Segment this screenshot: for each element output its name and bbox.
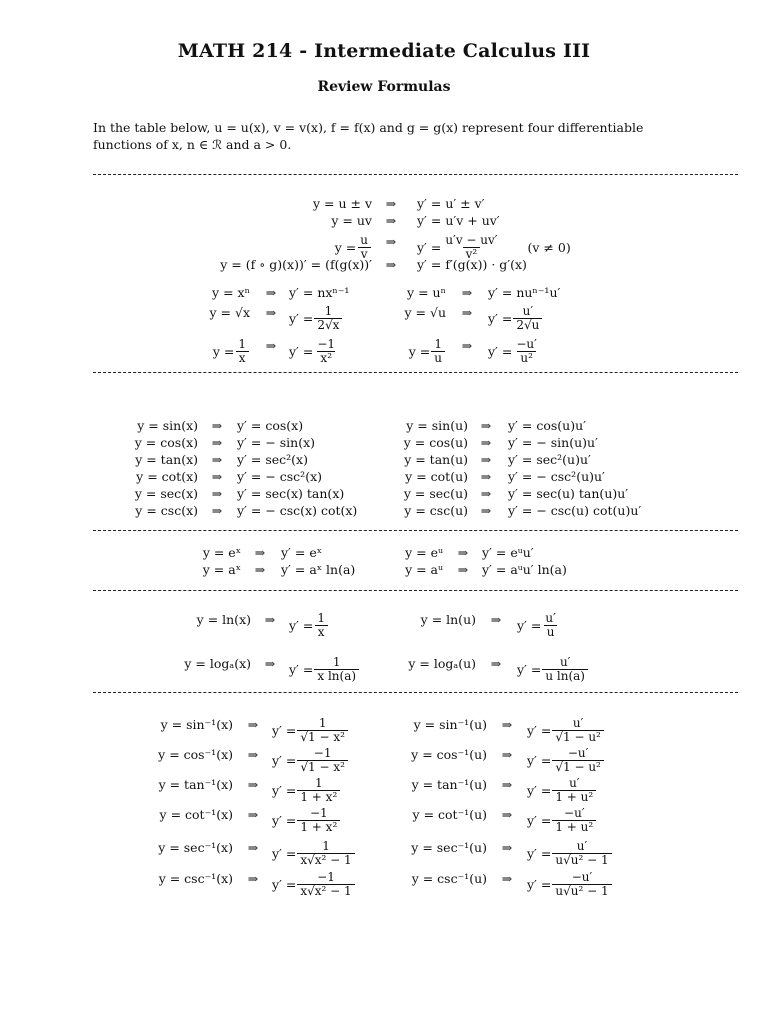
lhs-text: y = sin⁻¹(x) xyxy=(160,717,233,732)
rhs-text: y′ = − sin(x) xyxy=(237,435,316,450)
rhs-text: y′ = sec²(u)u′ xyxy=(508,452,591,467)
formula-row xyxy=(0,503,768,520)
implies-arrow: ⇒ xyxy=(457,545,469,560)
fraction-denominator: u√u² − 1 xyxy=(552,853,611,867)
formula-row xyxy=(0,285,768,302)
lhs-text: y = (f ∘ g)(x))′ = (f(g(x))′ xyxy=(220,257,372,272)
lhs-text: y = logₐ(u) xyxy=(408,656,476,671)
implies-arrow: ⇒ xyxy=(480,503,492,518)
lhs-text: y = sec(u) xyxy=(403,486,468,501)
formula-rhs xyxy=(482,545,534,560)
formula-rhs xyxy=(482,562,567,577)
formula-lhs xyxy=(411,840,487,855)
rhs-prefix: y′ = xyxy=(289,311,314,326)
implies-arrow: ⇒ xyxy=(385,257,397,272)
formula-rhs xyxy=(488,338,541,365)
formula-lhs xyxy=(408,656,476,671)
formula-lhs xyxy=(412,777,487,792)
fraction-numerator: 1 xyxy=(314,776,323,790)
formula-row xyxy=(0,562,768,579)
lhs-text: y = aˣ xyxy=(202,562,241,577)
fraction-denominator: √1 − x² xyxy=(297,760,348,774)
fraction-numerator: u′ xyxy=(576,839,588,853)
lhs-text: y = csc(u) xyxy=(404,503,468,518)
implies-arrow: ⇒ xyxy=(461,305,473,320)
fraction xyxy=(542,656,588,683)
rhs-prefix: y′ = xyxy=(488,344,513,359)
lhs-text: y = logₐ(x) xyxy=(184,656,251,671)
fraction-denominator: x√x² − 1 xyxy=(297,884,354,898)
fraction-numerator: −1 xyxy=(313,746,332,760)
fraction xyxy=(552,717,604,744)
formula-lhs xyxy=(414,717,487,732)
fraction-numerator: u′ xyxy=(545,611,556,625)
implies-arrow: ⇒ xyxy=(385,196,397,211)
rhs-prefix: y′ = xyxy=(272,877,297,892)
fraction-denominator: 2√u xyxy=(513,318,542,332)
fraction-numerator: −1 xyxy=(309,806,328,820)
implies-arrow: ⇒ xyxy=(501,747,513,762)
formula-lhs xyxy=(404,503,468,518)
lhs-text: y = ln(x) xyxy=(196,612,251,627)
fraction-denominator: x ln(a) xyxy=(314,669,359,683)
fraction-numerator: −1 xyxy=(317,337,336,351)
section-divider xyxy=(93,692,738,693)
lhs-text: y = csc⁻¹(u) xyxy=(411,871,487,886)
implies-arrow: ⇒ xyxy=(385,234,397,249)
fraction-denominator: u xyxy=(544,625,558,639)
lhs-text: y = √u xyxy=(404,305,446,320)
fraction-numerator: u′ xyxy=(569,776,580,790)
fraction-numerator: −1 xyxy=(317,870,335,884)
rhs-text: y′ = eᵘu′ xyxy=(482,545,534,560)
formula-row xyxy=(0,486,768,503)
lhs-text: y = sec⁻¹(x) xyxy=(158,840,233,855)
formula-rhs xyxy=(508,435,598,450)
fraction-numerator: −u′ xyxy=(567,746,589,760)
rhs-text: y′ = − csc(u) cot(u)u′ xyxy=(508,503,642,518)
rhs-text: y′ = − csc²(x) xyxy=(237,469,322,484)
formula-row xyxy=(0,611,768,639)
fraction-numerator: u xyxy=(360,233,368,247)
section-divider xyxy=(93,590,738,591)
lhs-text: y = ln(u) xyxy=(420,612,476,627)
formula-rhs xyxy=(508,503,641,518)
formula-lhs xyxy=(404,435,468,450)
formula-lhs xyxy=(409,338,446,365)
implies-arrow: ⇒ xyxy=(265,305,277,320)
fraction-denominator: v² xyxy=(463,247,481,261)
fraction-denominator: 1 + x² xyxy=(297,820,340,834)
lhs-text: y = tan(u) xyxy=(404,452,468,467)
formula-row xyxy=(0,233,768,261)
formula-rhs xyxy=(417,257,527,272)
section-divider xyxy=(93,372,738,373)
page-title: MATH 214 - Intermediate Calculus III xyxy=(177,40,591,62)
lhs-prefix: y = xyxy=(212,344,235,359)
formula-lhs xyxy=(404,452,468,467)
formula-lhs xyxy=(411,747,487,762)
formula-lhs xyxy=(220,257,372,272)
fraction xyxy=(552,871,611,898)
lhs-text: y = eˣ xyxy=(202,545,241,560)
section-divider xyxy=(93,174,738,175)
formula-row xyxy=(0,545,768,562)
lhs-text: y = cot(u) xyxy=(405,469,468,484)
implies-arrow: ⇒ xyxy=(264,612,276,627)
formula-lhs xyxy=(331,213,372,228)
lhs-text: y = sin⁻¹(u) xyxy=(413,717,487,732)
fraction-denominator: √1 − x² xyxy=(297,730,348,744)
fraction-numerator: u′v − uv′ xyxy=(445,233,498,247)
rhs-prefix: y′ = xyxy=(527,783,552,798)
rhs-text: y′ = − csc(x) cot(x) xyxy=(237,503,358,518)
fraction-denominator: 1 + u² xyxy=(552,790,596,804)
implies-arrow: ⇒ xyxy=(211,469,223,484)
fraction-denominator: √1 − u² xyxy=(552,730,604,744)
formula-lhs xyxy=(404,486,468,501)
implies-arrow: ⇒ xyxy=(211,486,223,501)
rhs-prefix: y′ = xyxy=(289,662,314,677)
rhs-text: y′ = f′(g(x)) · g′(x) xyxy=(417,257,527,272)
implies-arrow: ⇒ xyxy=(501,871,513,886)
lhs-text: y = uⁿ xyxy=(407,285,446,300)
rhs-prefix: y′ = xyxy=(417,240,442,255)
lhs-text: y = tan⁻¹(u) xyxy=(411,777,487,792)
lhs-text: y = tan⁻¹(x) xyxy=(158,777,233,792)
formula-rhs xyxy=(488,285,560,300)
implies-arrow: ⇒ xyxy=(211,418,223,433)
fraction xyxy=(552,840,611,867)
formula-lhs xyxy=(405,469,468,484)
lhs-text: y = sec(x) xyxy=(134,486,198,501)
rhs-prefix: y′ = xyxy=(527,723,552,738)
formula-rhs xyxy=(417,196,485,211)
rhs-prefix: y′ = xyxy=(517,618,542,633)
formula-row xyxy=(0,213,768,230)
lhs-text: y = uv xyxy=(331,213,372,228)
fraction-denominator: u ln(a) xyxy=(542,669,588,683)
implies-arrow: ⇒ xyxy=(211,452,223,467)
rhs-prefix: y′ = xyxy=(272,846,297,861)
rhs-text: y′ = − csc²(u)u′ xyxy=(508,469,605,484)
fraction xyxy=(552,807,596,834)
implies-arrow: ⇒ xyxy=(265,285,277,300)
formula-rhs xyxy=(508,486,628,501)
implies-arrow: ⇒ xyxy=(480,418,492,433)
formula-rhs xyxy=(527,807,597,834)
fraction-numerator: 1 xyxy=(322,839,330,853)
implies-arrow: ⇒ xyxy=(247,747,259,762)
implies-arrow: ⇒ xyxy=(501,840,513,855)
rhs-text: y′ = eˣ xyxy=(281,545,323,560)
formula-rhs xyxy=(508,418,586,433)
lhs-text: y = eᵘ xyxy=(405,545,443,560)
formula-rhs xyxy=(527,777,597,804)
lhs-text: y = sin(u) xyxy=(406,418,468,433)
formula-row xyxy=(0,418,768,435)
fraction-denominator: u² xyxy=(517,351,536,365)
fraction xyxy=(552,777,596,804)
condition-note: (v ≠ 0) xyxy=(527,240,571,255)
rhs-prefix: y′ = xyxy=(527,877,552,892)
fraction-numerator: u′ xyxy=(572,716,584,730)
formula-rhs xyxy=(527,747,605,774)
rhs-text: y′ = u′v + uv′ xyxy=(417,213,500,228)
implies-arrow: ⇒ xyxy=(247,871,259,886)
formula-lhs xyxy=(405,545,443,560)
rhs-prefix: y′ = xyxy=(272,753,297,768)
lhs-text: y = cot(x) xyxy=(136,469,198,484)
fraction-numerator: −u′ xyxy=(564,806,585,820)
rhs-text: y′ = cos(u)u′ xyxy=(508,418,586,433)
fraction-denominator: x xyxy=(236,351,249,365)
lhs-text: y = √x xyxy=(209,305,250,320)
rhs-text: y′ = aᵘu′ ln(a) xyxy=(482,562,567,577)
section-divider xyxy=(93,530,738,531)
implies-arrow: ⇒ xyxy=(247,777,259,792)
formula-rhs xyxy=(527,717,605,744)
lhs-prefix: y = xyxy=(334,240,357,255)
fraction-numerator: 1 xyxy=(332,655,341,669)
lhs-text: y = cos⁻¹(x) xyxy=(158,747,233,762)
lhs-text: y = u ± v xyxy=(312,196,372,211)
formula-lhs xyxy=(413,807,487,822)
rhs-text: y′ = − sin(u)u′ xyxy=(508,435,598,450)
implies-arrow: ⇒ xyxy=(461,285,473,300)
implies-arrow: ⇒ xyxy=(385,213,397,228)
rhs-text: y′ = cos(x) xyxy=(237,418,304,433)
implies-arrow: ⇒ xyxy=(211,435,223,450)
lhs-text: y = cot⁻¹(u) xyxy=(412,807,487,822)
fraction-numerator: 1 xyxy=(324,304,333,318)
rhs-text: y′ = nuⁿ⁻¹u′ xyxy=(488,285,561,300)
rhs-prefix: y′ = xyxy=(289,344,314,359)
fraction-numerator: −u′ xyxy=(571,870,593,884)
rhs-text: y′ = sec²(x) xyxy=(237,452,308,467)
implies-arrow: ⇒ xyxy=(254,562,266,577)
fraction-denominator: x² xyxy=(317,351,335,365)
page-subtitle: Review Formulas xyxy=(317,79,451,95)
implies-arrow: ⇒ xyxy=(480,452,492,467)
implies-arrow: ⇒ xyxy=(501,717,513,732)
fraction-numerator: 1 xyxy=(318,716,327,730)
lhs-text: y = tan(x) xyxy=(135,452,198,467)
rhs-prefix: y′ = xyxy=(488,311,513,326)
implies-arrow: ⇒ xyxy=(247,807,259,822)
fraction-denominator: u xyxy=(431,351,445,365)
intro-paragraph: In the table below, u = u(x), v = v(x), f = f(x) and g = g(x) represent four differentiable functions of x, n ∈ ℛ and a > 0. xyxy=(93,120,644,152)
implies-arrow: ⇒ xyxy=(264,656,276,671)
implies-arrow: ⇒ xyxy=(480,469,492,484)
formula-lhs xyxy=(406,418,468,433)
fraction-denominator: 1 + x² xyxy=(297,790,340,804)
implies-arrow: ⇒ xyxy=(254,545,266,560)
lhs-text: y = cos(u) xyxy=(403,435,468,450)
lhs-text: y = csc(x) xyxy=(135,503,198,518)
rhs-prefix: y′ = xyxy=(527,813,552,828)
rhs-text: y′ = sec(x) tan(x) xyxy=(237,486,345,501)
fraction-denominator: u√u² − 1 xyxy=(552,884,611,898)
lhs-text: y = sin(x) xyxy=(137,418,198,433)
formula-rhs xyxy=(517,612,560,639)
implies-arrow: ⇒ xyxy=(501,777,513,792)
formula-rhs xyxy=(488,305,543,332)
implies-arrow: ⇒ xyxy=(490,612,502,627)
formula-rhs xyxy=(417,213,500,228)
lhs-text: y = aᵘ xyxy=(405,562,443,577)
implies-arrow: ⇒ xyxy=(490,656,502,671)
rhs-prefix: y′ = xyxy=(272,783,297,798)
fraction xyxy=(542,612,558,639)
formula-lhs xyxy=(313,196,372,211)
fraction-numerator: 1 xyxy=(238,337,246,351)
implies-arrow: ⇒ xyxy=(211,503,223,518)
lhs-text: y = cos⁻¹(u) xyxy=(411,747,487,762)
formula-row xyxy=(0,435,768,452)
formula-lhs xyxy=(405,305,447,320)
fraction-denominator: 2√x xyxy=(314,318,342,332)
lhs-text: y = sec⁻¹(u) xyxy=(411,840,487,855)
fraction-numerator: −u′ xyxy=(516,337,537,351)
fraction-denominator: 1 + u² xyxy=(552,820,596,834)
formula-rhs xyxy=(517,656,589,683)
fraction-numerator: 1 xyxy=(434,337,442,351)
rhs-prefix: y′ = xyxy=(272,813,297,828)
formula-row xyxy=(0,257,768,274)
formula-lhs xyxy=(412,871,487,886)
fraction xyxy=(513,338,540,365)
fraction-denominator: x xyxy=(315,625,328,639)
implies-arrow: ⇒ xyxy=(461,338,473,353)
formula-row xyxy=(0,469,768,486)
fraction-numerator: 1 xyxy=(317,611,325,625)
fraction-denominator: x√x² − 1 xyxy=(297,853,354,867)
fraction xyxy=(552,747,604,774)
fraction-numerator: u′ xyxy=(559,655,571,669)
lhs-text: y = csc⁻¹(x) xyxy=(158,871,233,886)
rhs-prefix: y′ = xyxy=(527,753,552,768)
rhs-text: y′ = u′ ± v′ xyxy=(417,196,485,211)
formula-lhs xyxy=(405,562,443,577)
fraction-denominator: √1 − u² xyxy=(552,760,604,774)
lhs-text: y = cos(x) xyxy=(134,435,198,450)
formula-row xyxy=(0,196,768,213)
implies-arrow: ⇒ xyxy=(501,807,513,822)
formula-lhs xyxy=(421,612,476,627)
rhs-text: y′ = nxⁿ⁻¹ xyxy=(289,285,350,300)
formula-row xyxy=(0,452,768,469)
lhs-prefix: y = xyxy=(408,344,431,359)
fraction xyxy=(513,305,542,332)
implies-arrow: ⇒ xyxy=(265,338,277,353)
formula-rhs xyxy=(527,871,613,898)
rhs-prefix: y′ = xyxy=(289,618,314,633)
rhs-prefix: y′ = xyxy=(517,662,542,677)
implies-arrow: ⇒ xyxy=(247,717,259,732)
formula-rhs xyxy=(508,469,605,484)
implies-arrow: ⇒ xyxy=(247,840,259,855)
implies-arrow: ⇒ xyxy=(480,486,492,501)
rhs-prefix: y′ = xyxy=(527,846,552,861)
rhs-text: y′ = sec(u) tan(u)u′ xyxy=(508,486,629,501)
implies-arrow: ⇒ xyxy=(457,562,469,577)
formula-lhs xyxy=(407,285,446,300)
fraction-numerator: u′ xyxy=(522,304,534,318)
fraction xyxy=(431,338,445,365)
rhs-text: y′ = aˣ ln(a) xyxy=(281,562,356,577)
implies-arrow: ⇒ xyxy=(480,435,492,450)
formula-rhs xyxy=(508,452,591,467)
lhs-text: y = cot⁻¹(x) xyxy=(159,807,233,822)
rhs-prefix: y′ = xyxy=(272,723,297,738)
lhs-text: y = xⁿ xyxy=(212,285,250,300)
formula-rhs xyxy=(527,840,613,867)
fraction-denominator: v xyxy=(358,247,371,261)
